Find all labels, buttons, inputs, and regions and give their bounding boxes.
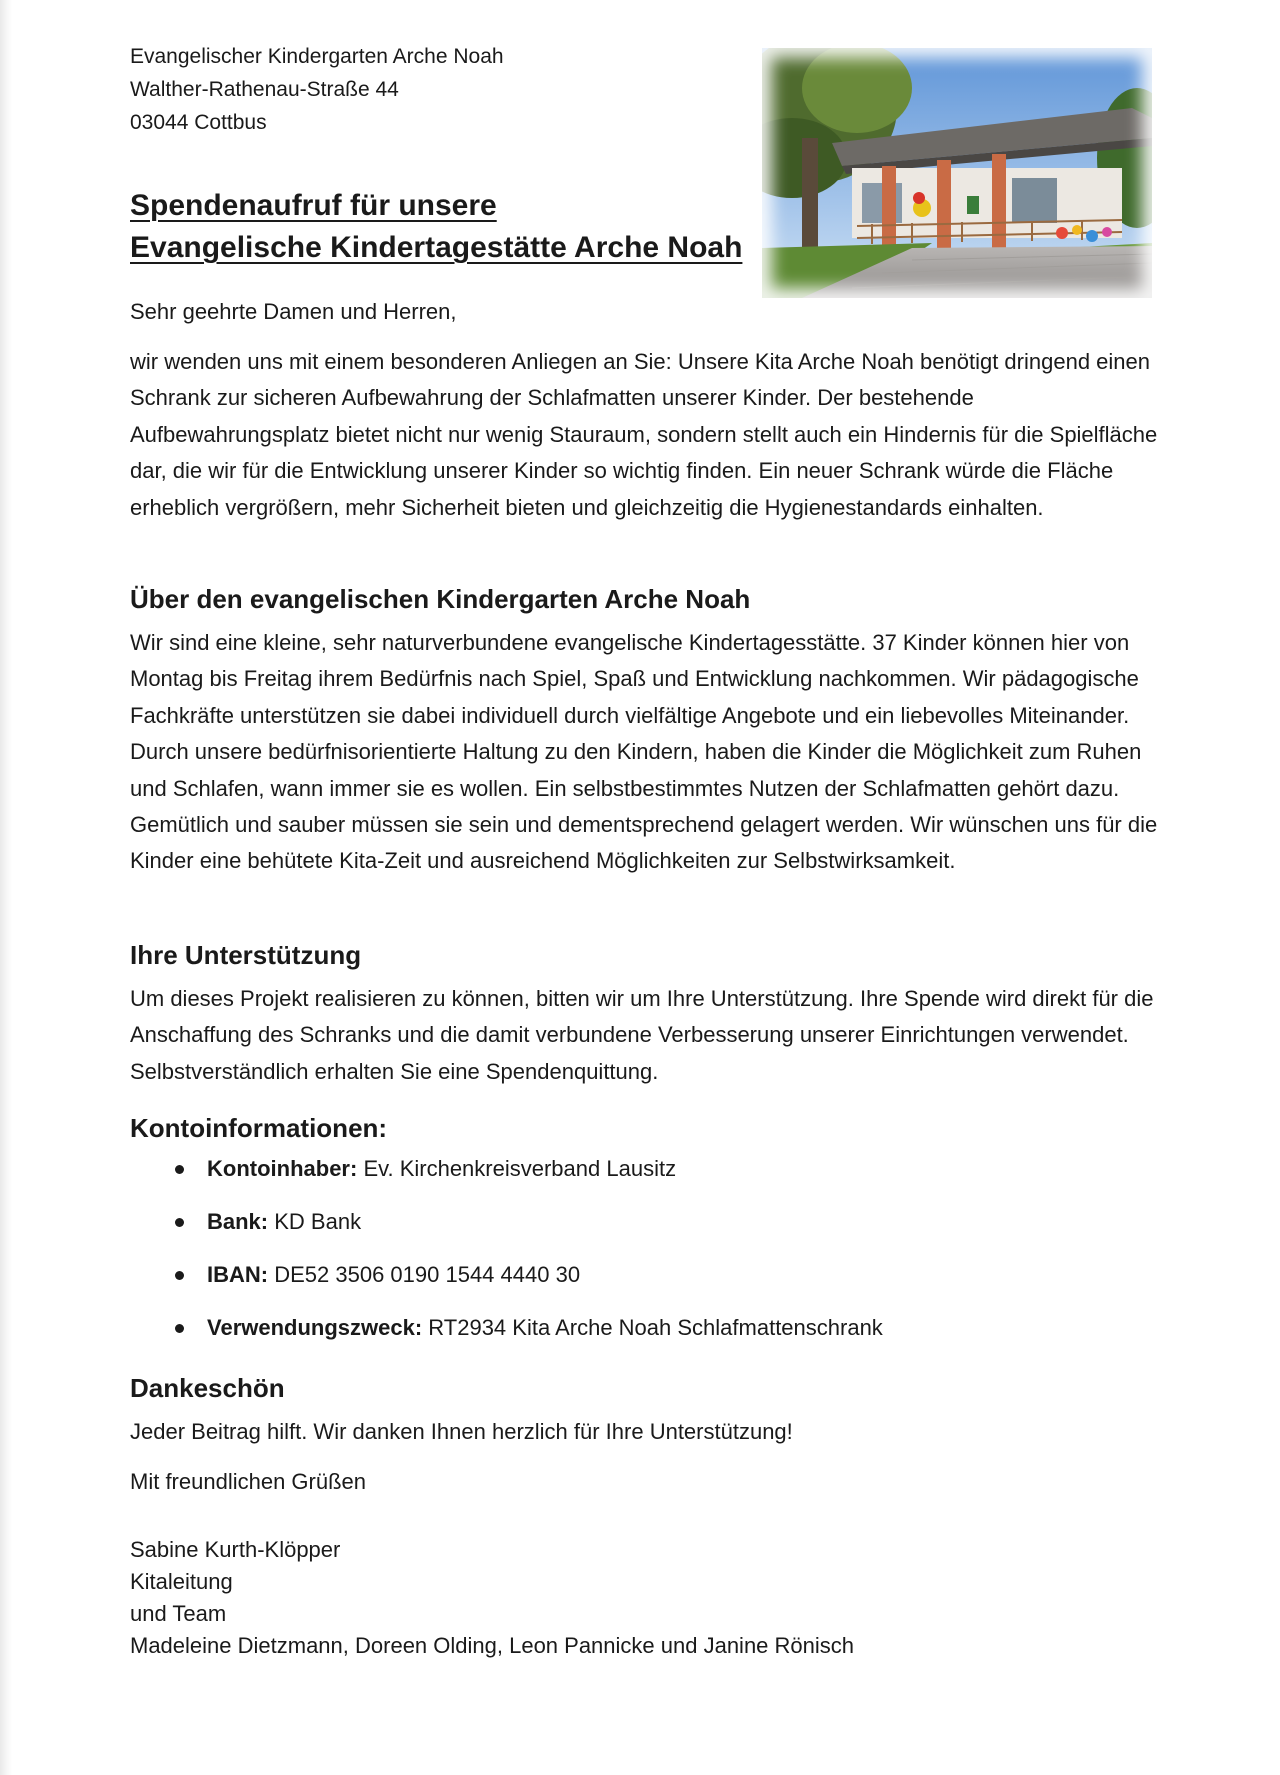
thanks-heading: Dankeschön — [130, 1373, 285, 1403]
sender-city: 03044 Cottbus — [130, 111, 267, 134]
bullet-icon — [175, 1218, 184, 1227]
page-title — [130, 185, 742, 269]
about-heading: Über den evangelischen Kindergarten Arche Noah — [130, 584, 751, 614]
signature-members: Madeleine Dietzmann, Doreen Olding, Leon Pannicke und Janine Rönisch — [130, 1633, 855, 1658]
account-label: Kontoinhaber: — [207, 1156, 364, 1181]
about-paragraph: Wir sind eine kleine, sehr naturverbundene evangelische Kindertagesstätte. 37 Kinder können hier von Montag bis Freitag ihrem Bedürfnis nach Spiel, Spaß und Entwicklung nachkommen. Wir pädagogische Fachkräfte unterstützen sie dabei individuell durch vielfältige Angebote und ein liebevolles Miteinander. Durch unsere bedürfnisorientierte Haltung zu den Kindern, haben die Kinder die Möglichkeit zum Ruhen und Schlafen, wann immer sie es wollen. Ein selbstbestimmtes Nutzen der Schlafmatten gehört dazu. Gemütlich und sauber müssen sie sein und dementsprechend gelagert werden. Wir wünschen uns für die Kinder eine behütete Kita-Zeit und ausreichend Möglichkeiten zur Selbstwirksamkeit. — [130, 630, 1158, 874]
account-list — [175, 1153, 883, 1365]
signature-name: Sabine Kurth-Klöpper — [130, 1537, 341, 1562]
bullet-icon — [175, 1271, 184, 1280]
support-heading: Ihre Unterstützung — [130, 940, 362, 970]
support-section — [130, 937, 1170, 1090]
thanks-text: Jeder Beitrag hilft. Wir danken Ihnen herzlich für Ihre Unterstützung! — [130, 1419, 793, 1444]
bullet-icon — [175, 1165, 184, 1174]
sender-street: Walther-Rathenau-Straße 44 — [130, 78, 399, 101]
signature-role: Kitaleitung — [130, 1569, 233, 1594]
sender-address — [130, 40, 504, 139]
title-line-2: Evangelische Kindertagestätte Arche Noah — [130, 231, 743, 264]
list-item — [175, 1153, 883, 1206]
account-label: Verwendungszweck: — [207, 1315, 429, 1340]
list-item — [175, 1312, 883, 1365]
account-label: Bank: — [207, 1209, 275, 1234]
account-value: RT2934 Kita Arche Noah Schlafmattenschrank — [428, 1315, 883, 1340]
letter-page — [130, 0, 1170, 1775]
kindergarten-building-photo — [762, 48, 1152, 298]
account-value: Ev. Kirchenkreisverband Lausitz — [363, 1156, 677, 1181]
account-label: IBAN: — [207, 1262, 275, 1287]
intro-section — [130, 344, 1170, 526]
account-heading: Kontoinformationen: — [130, 1113, 388, 1143]
page-edge-shadow — [0, 0, 12, 1775]
intro-paragraph: wir wenden uns mit einem besonderen Anliegen an Sie: Unsere Kita Arche Noah benötigt dringend einen Schrank zur sicheren Aufbewahrung der Schlafmatten unserer Kinder. Der bestehende Aufbewahrungsplatz bietet nicht nur wenig Stauraum, sondern stellt auch ein Hindernis für die Spielfläche dar, die wir für die Entwicklung unserer Kinder so wichtig finden. Ein neuer Schrank würde die Fläche erheblich vergrößern, mehr Sicherheit bieten und gleichzeitig die Hygienestandards einhalten. — [130, 349, 1158, 520]
list-item — [175, 1259, 883, 1312]
signature-team: und Team — [130, 1601, 227, 1626]
sender-name: Evangelischer Kindergarten Arche Noah — [130, 45, 504, 68]
list-item — [175, 1206, 883, 1259]
account-value: DE52 3506 0190 1544 4440 30 — [274, 1262, 581, 1287]
closing-text: Mit freundlichen Grüßen — [130, 1469, 366, 1494]
account-value: KD Bank — [274, 1209, 362, 1234]
title-line-1: Spendenaufruf für unsere — [130, 189, 497, 222]
account-section — [130, 1110, 1170, 1146]
about-section — [130, 581, 1170, 880]
signature-block — [130, 1534, 1170, 1662]
support-paragraph: Um dieses Projekt realisieren zu können, bitten wir um Ihre Unterstützung. Ihre Spende wird direkt für die Anschaffung des Schranks und die damit verbundene Verbesserung unserer Einrichtungen verwendet. Selbstverständlich erhalten Sie eine Spendenquittung. — [130, 986, 1154, 1084]
salutation: Sehr geehrte Damen und Herren, — [130, 299, 457, 324]
bullet-icon — [175, 1324, 184, 1333]
thanks-section — [130, 1370, 1170, 1498]
